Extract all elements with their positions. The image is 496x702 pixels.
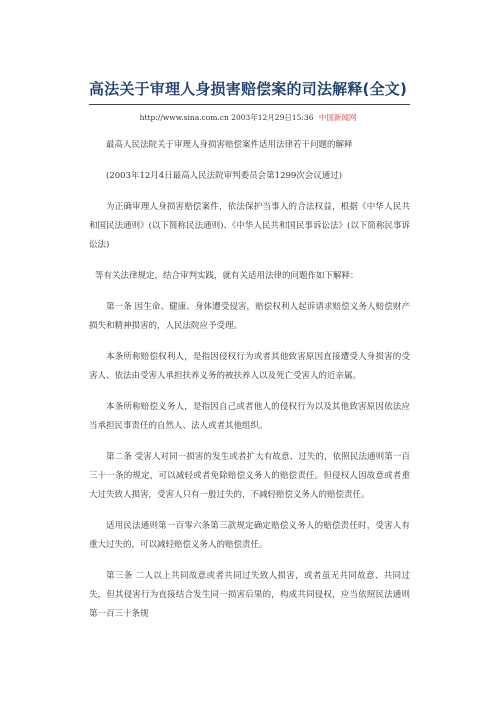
paragraph: 第三条 二人以上共同故意或者共同过失致人损害，或者虽无共同故意、共同过失，但其侵害行为直接结合发生同一损害后果的，构成共同侵权，应当依照民法通则第一百三十条规 bbox=[89, 571, 410, 619]
meta-url-date: http://www.sina.com.cn 2003年12月29日15:36 bbox=[139, 113, 314, 122]
paragraph: 最高人民法院关于审理人身损害赔偿案件适用法律若干问题的解释 bbox=[106, 140, 353, 150]
paragraph: 等有关法律规定，结合审判实践，就有关适用法律的问题作如下解释： bbox=[94, 271, 359, 281]
paragraph: 为正确审理人身损害赔偿案件，依法保护当事人的合法权益，根据《中华人民共和国民法通则》(以下简称民法通则)、《中华人民共和国民事诉讼法》(以下简称民事诉讼法) bbox=[89, 202, 410, 250]
title-divider bbox=[89, 104, 410, 105]
article-meta bbox=[0, 112, 496, 123]
paragraph: 适用民法通则第一百零六条第三款规定确定赔偿义务人的赔偿责任时，受害人有重大过失的，可以减轻赔偿义务人的赔偿责任。 bbox=[89, 521, 410, 550]
paragraph: (2003年12月4日最高人民法院审判委员会第1299次会议通过) bbox=[106, 171, 343, 181]
paragraph: 第二条 受害人对同一损害的发生或者扩大有故意、过失的，依照民法通则第一百三十一条的规定，可以减轻或者免除赔偿义务人的赔偿责任。但侵权人因故意或者重大过失致人损害，受害人只有一般过失的，不减轻赔偿义务人的赔偿责任。 bbox=[89, 452, 410, 500]
article-title: 高法关于审理人身损害赔偿案的司法解释(全文) bbox=[88, 80, 408, 98]
article-body bbox=[89, 136, 410, 624]
paragraph: 第一条 因生命、健康、身体遭受侵害，赔偿权利人起诉请求赔偿义务人赔偿财产损失和精神损害的，人民法院应予受理。 bbox=[89, 302, 410, 331]
paragraph: 本条所称赔偿权利人，是指因侵权行为或者其他致害原因直接遭受人身损害的受害人、依法由受害人承担扶养义务的被扶养人以及死亡受害人的近亲属。 bbox=[89, 352, 410, 381]
paragraph: 本条所称赔偿义务人，是指因自己或者他人的侵权行为以及其他致害原因依法应当承担民事责任的自然人、法人或者其他组织。 bbox=[89, 402, 410, 431]
meta-source-link[interactable]: 中国新闻网 bbox=[318, 113, 357, 122]
